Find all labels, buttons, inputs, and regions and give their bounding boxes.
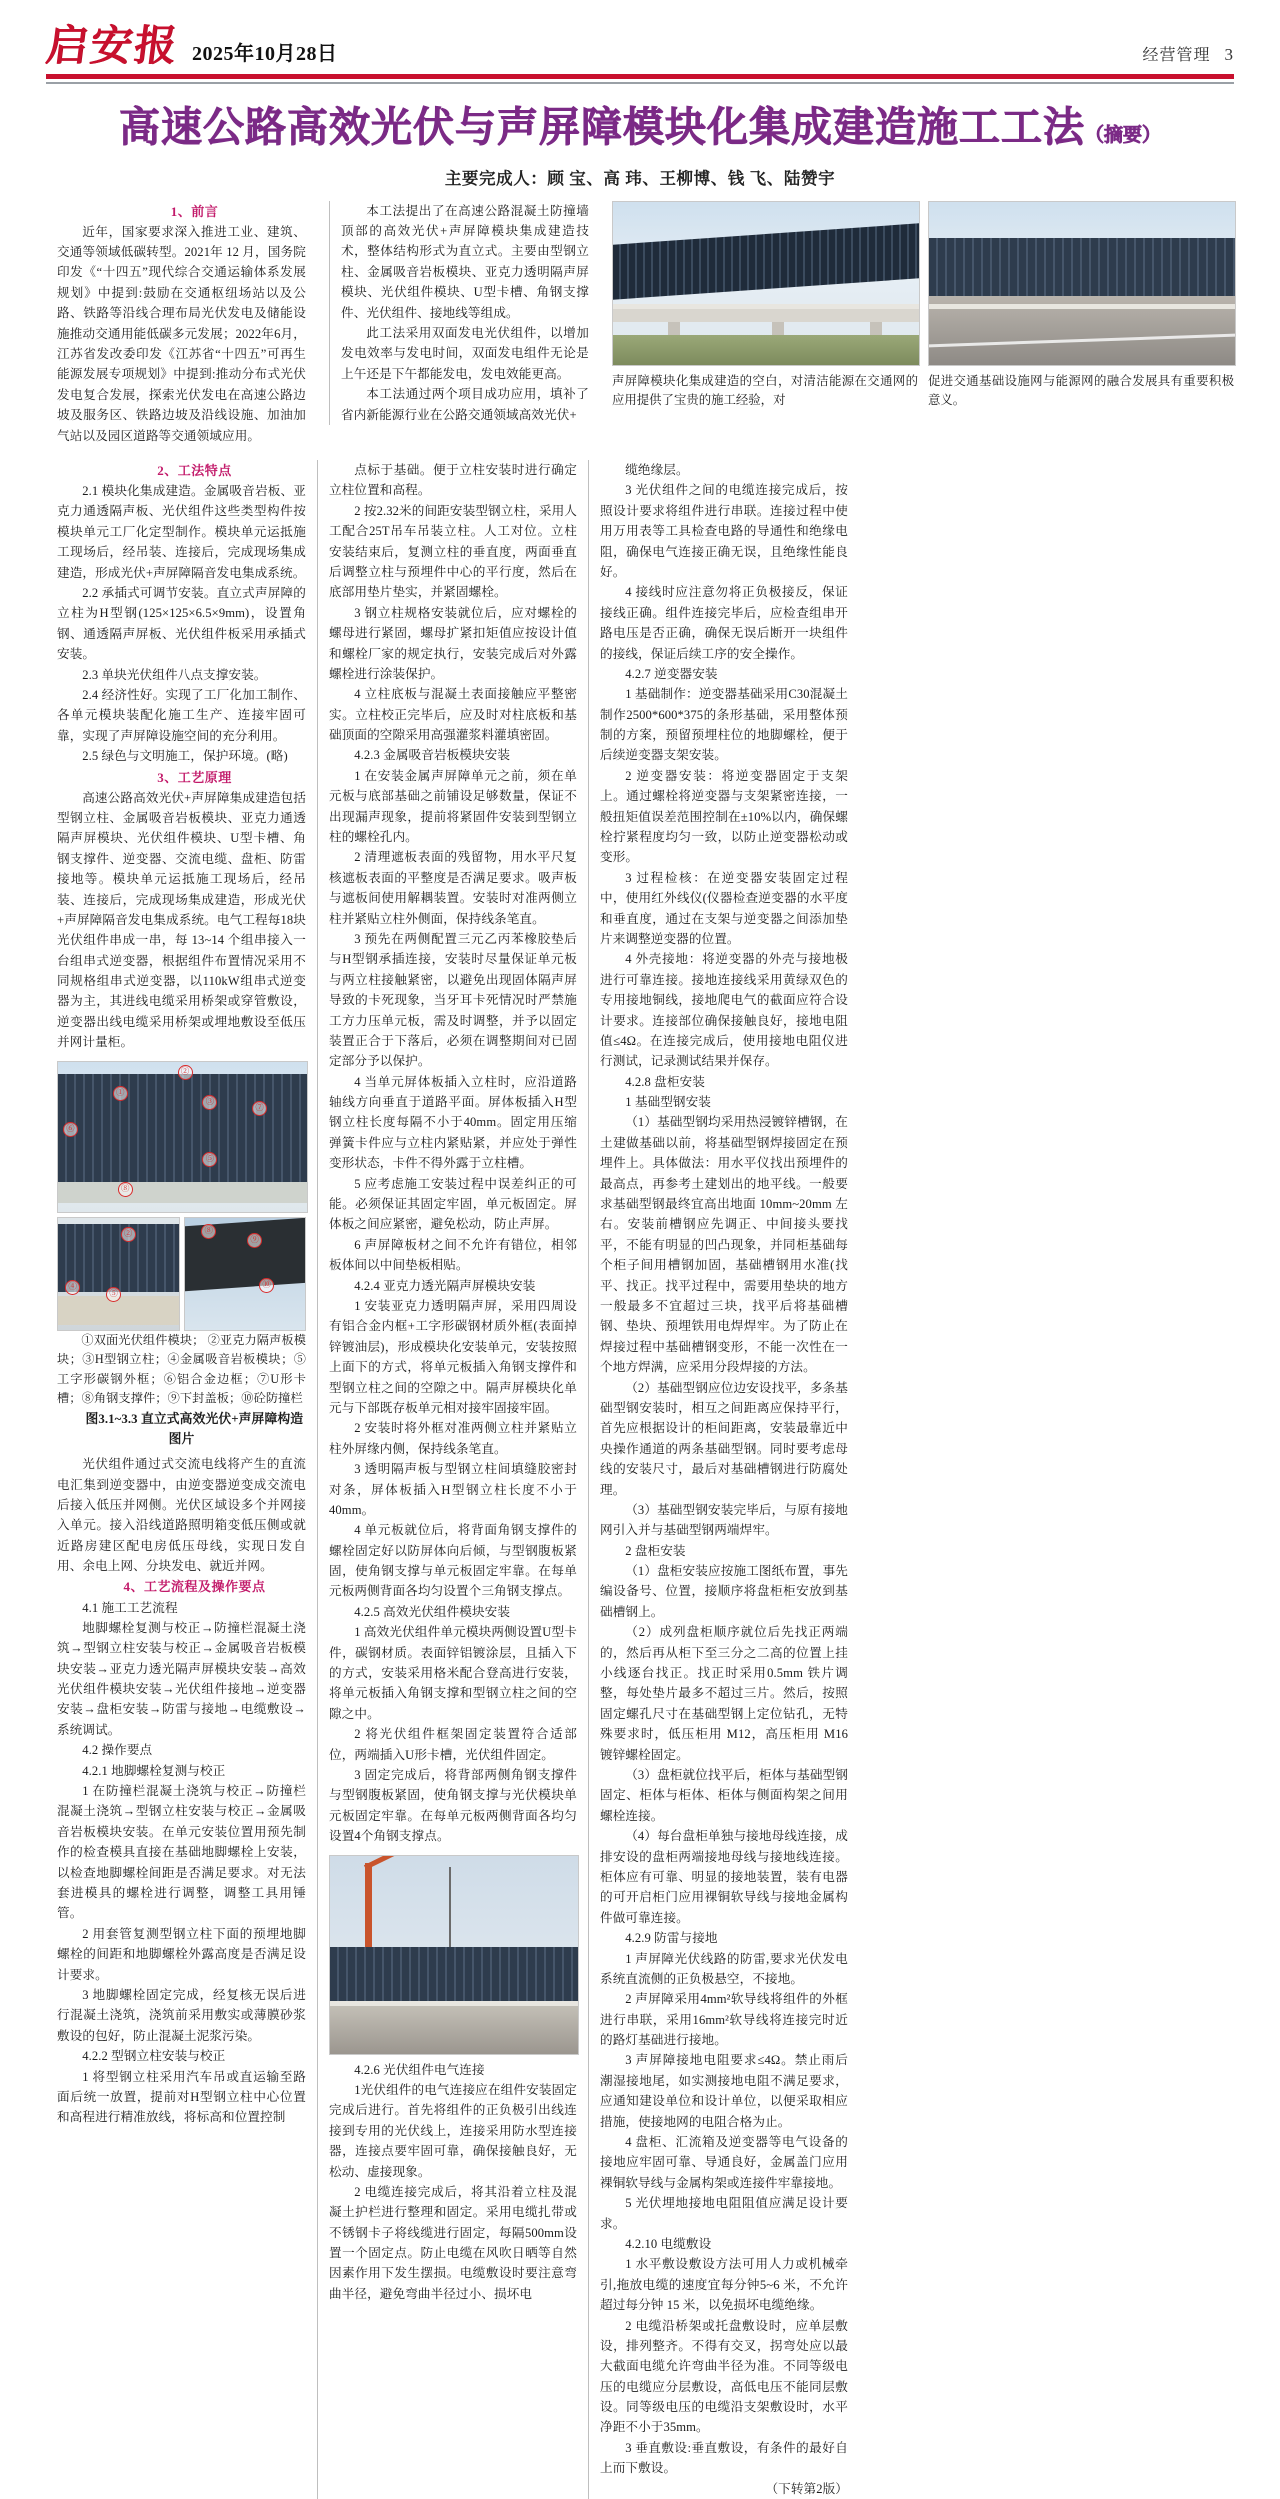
paragraph: 4.2.7 逆变器安装 <box>625 666 718 681</box>
figure-legend: ①双面光伏组件模块； ②亚克力隔声板模块；③H型钢立柱；④金属吸音岩板模块；⑤工字形碳钢外框；⑥铝合金边框；⑦U形卡槽；⑧角钢支撑件；⑨下封盖板；⑩砼防撞栏 <box>57 1332 306 1406</box>
paragraph: 2 电缆沿桥架或托盘敷设时，应单层敷设，排列整齐。不得有交叉，拐弯处应以最大截面电缆允许弯曲半径为准。不同等级电压的电缆应分层敷设，高低电压不能同层敷设。同等级电压的电缆沿支架敷设时，水平净距不小于35mm。 <box>600 2318 848 2435</box>
publication-date: 2025年10月28日 <box>192 43 338 65</box>
paragraph: 1 基础型钢安装 <box>625 1095 711 1110</box>
figure-photo-row <box>57 1217 306 1331</box>
paragraph: 4.2.10 电缆敷设 <box>625 2236 712 2251</box>
paragraph: 4 盘柜、汇流箱及逆变器等电气设备的接地应牢固可靠、导通良好，金属盖门应用裸铜软导线与金属构架或连接件牢靠接地。 <box>600 2135 848 2190</box>
figure-marker: ⑥ <box>63 1122 78 1137</box>
photo-guardrail <box>929 304 1235 309</box>
paragraph: 缆绝缘层。 <box>625 462 689 477</box>
masthead-red-rule <box>46 74 1234 79</box>
paragraph: 2.2 承插式可调节安装。直立式声屏障的立柱为H型钢(125×125×6.5×9mm)，设置角钢、通透隔声屏板、光伏组件板采用承插式安装。 <box>57 585 306 662</box>
method-paragraph-1: 本工法提出了在高速公路混凝土防撞墙顶部的高效光伏+声屏障模块集成建造技术，整体结构形式为直立式。主要由型钢立柱、金属吸音岩板模块、亚克力透明隔声屏模块、光伏组件模块、U型卡槽、角钢支撑件、光伏组件、接地线等组成。 <box>341 203 589 320</box>
paragraph: 2.1 模块化集成建造。金属吸音岩板、亚克力通透隔声板、光伏组件这些类型构件按模块单元工厂化定型制作。模块单元运抵施工现场后，经吊装、连接后，完成现场集成建造，形成光伏+声屏障隔音发电集成系统。 <box>57 484 306 580</box>
paragraph: 3 钢立柱规格安装就位后，应对螺栓的螺母进行紧固，螺母扩紧扣矩值应按设计值和螺栓厂家的规定执行，安装完成后对外露螺栓进行涂装保护。 <box>329 605 577 681</box>
photo-roadside-section <box>928 201 1236 366</box>
paragraph: （1）盘柜安装应按施工图纸布置，事先编设备号、位置，接顺序将盘柜柜安放到基础槽钢上。 <box>600 1564 848 1619</box>
paragraph: 4.2.6 光伏组件电气连接 <box>354 2062 485 2077</box>
paragraph: 1 在安装金属声屏障单元之前，须在单元板与底部基础之前铺设足够数量，保证不出现漏声现象，提前将紧固件安装到型钢立柱的螺栓孔内。 <box>329 768 577 845</box>
figure-photo-installation <box>329 1855 579 2055</box>
paragraph: （3）盘柜就位找平后，柜体与基础型钢固定、柜体与柜体、柜体与侧面构架之间用螺栓连接。 <box>600 1767 848 1823</box>
headline-main: 高速公路高效光伏与声屏障模块化集成建造施工工法 <box>118 103 1085 150</box>
figure-marker: ⑨ <box>247 1233 262 1248</box>
intro-paragraph: 近年，国家要求深入推进工业、建筑、交通等领域低碳转型。2021年 12 月，国务院印发《“十四五”现代综合交通运输体系发展规划》中提到:鼓励在交通枢纽场站以及公路、铁路等沿线合理布局光伏发电及储能设施推动交通用能低碳多元发展；2022年6月，江苏省发改委印发《江苏省“十四五”可再生能源发展专项规划》中提到:推动分布式光伏发电复合发展，探索光伏发电在高速公路边坡及服务区、铁路边坡及沿线设施、加油加气站以及园区道路等交通领域应用。 <box>57 224 306 443</box>
figure-pv-panels <box>58 1074 307 1182</box>
paragraph: 2 按2.32米的间距安装型钢立柱，采用人工配合25T吊车吊装立柱。人工对位。立柱安装结束后，复测立柱的垂直度，两面垂直后调整立柱与预埋件中心的平行度，然后在底部用垫片垫实，并紧固螺栓。 <box>329 503 577 600</box>
figure-marker: ⑤ <box>106 1287 121 1302</box>
paragraph: 4.2.8 盘柜安装 <box>625 1074 705 1089</box>
paragraph: 4 接线时应注意勿将正负极接反，保证接线正确。组件连接完毕后，应检查组串开路电压是否正确，确保无误后断开一块组件的接线，保证后续工序的安全操作。 <box>600 585 848 661</box>
paragraph: 6 声屏障板材之间不允许有错位，相邻板体间以中间垫板相贴。 <box>329 1237 577 1273</box>
paragraph: 4 单元板就位后，将背面角钢支撑件的螺栓固定好以防屏体向后倾，与型钢腹板紧固，使角钢支撑与单元板固定牢靠。在每单元板两侧背面各均匀设置个三角钢支撑点。 <box>329 1523 577 1599</box>
masthead-right <box>1142 42 1234 72</box>
figure-marker: ⑧ <box>118 1182 133 1197</box>
paragraph: 4.2.1 地脚螺栓复测与校正 <box>82 1763 226 1778</box>
paragraph: 3 过程检核：在逆变器安装固定过程中，使用红外线仪(仪器检查逆变器的水平度和垂直度，通过在支架与逆变器之间添加垫片来调整逆变器的位置。 <box>600 870 848 946</box>
section-heading-3: 3、工艺原理 <box>157 769 232 785</box>
figure-marker: ③ <box>202 1095 217 1110</box>
paragraph: 3 预先在两侧配置三元乙丙苯橡胶垫后与H型钢承插连接，安装时尽量保证单元板与两立柱接触紧密，以避免出现固体隔声屏导致的卡死现象，当牙耳卡死情况时严禁施工方力压单元板，需及时调整，并予以固定装置正合于下落后，必须在调整期间对已固定部分予以保护。 <box>329 931 577 1069</box>
body-column-3 <box>588 460 859 2499</box>
paragraph: 2 声屏障采用4mm²软导线将组件的外框进行串联，采用16mm²软导线将连接完时近的路灯基础进行接地。 <box>600 1992 848 2048</box>
paragraph: 1 声屏障光伏线路的防雷,要求光伏发电系统直流侧的正负极悬空，不接地。 <box>600 1951 848 1986</box>
paragraph: 1 安装亚克力透明隔声屏，采用四周设有铝合金内框+工字形碳钢材质外框(表面掉锌镀油层)，形成模块化安装单元，安装按照上面下的方式，将单元板插入角钢支撑件和型钢立柱之间的空隙之中。隔声屏模块化单元与下部既存板单元相对接牢固接牢固。 <box>329 1299 577 1415</box>
paragraph: 2 用套管复测型钢立柱下面的预埋地脚螺栓的间距和地脚螺栓外露高度是否满足设计要求。 <box>57 1926 306 1982</box>
method-column <box>329 201 600 425</box>
paragraph: 2.3 单块光伏组件八点支撑安装。 <box>82 667 267 682</box>
figure-photo-detail-1 <box>57 1217 180 1331</box>
section-heading-2: 2、工法特点 <box>157 462 232 478</box>
paragraph: 4 当单元屏体板插入立柱时，应沿道路轴线方向垂直于道路平面。屏体板插入H型钢立柱长度每隔不小于40mm。固定用压缩弹簧卡件应与立柱内紧贴紧，并应处于弹性变形状态，卡件不得外露于立柱槽。 <box>329 1074 577 1171</box>
paragraph: 4.2.2 型钢立柱安装与校正 <box>82 2049 226 2064</box>
paragraph: 2 将光伏组件框架固定装置符合适部位，两端插入U形卡槽，光伏组件固定。 <box>329 1727 577 1762</box>
paragraph: 1 在防撞栏混凝土浇筑与校正→防撞栏混凝土浇筑→型钢立柱安装与校正→金属吸音岩板模块安装。在单元安装位置用预先制作的检查模具直接在基础地脚螺栓上安装，以检查地脚螺栓间距是否满足要求。对无法套进模具的螺栓进行调整，调整工具用锤管。 <box>57 1784 306 1921</box>
paragraph: 2 安装时将外框对准两侧立柱并紧贴立柱外屏缘内侧，保持线条笔直。 <box>329 1421 577 1456</box>
paragraph: 4 立柱底板与混凝土表面接触应平整密实。立柱校正完毕后，应及时对柱底板和基础顶面的空隙采用高强灌浆料灌填密固。 <box>329 687 577 743</box>
paragraph: 1 高效光伏组件单元模块两侧设置U型卡件，碳钢材质。表面锌铝镀涂层，且插入下的方式，安装采用格米配合登高进行安装，将单元板插入角钢支撑和型钢立柱之间的空隙之中。 <box>329 1625 577 1721</box>
paragraph: 3 光伏组件之间的电缆连接完成后，按照设计要求将组件进行串联。连接过程中使用万用表等工具检查电路的导通性和绝缘电阻，确保电气连接正确无误，且绝缘性能良好。 <box>600 483 848 579</box>
figure-marker: ⑩ <box>259 1278 274 1293</box>
byline: 主要完成人：顾 宝、高 玮、王柳博、钱 飞、陆赞宇 <box>444 168 836 188</box>
paragraph: 5 光伏埋地接地电阻阻值应满足设计要求。 <box>600 2196 848 2231</box>
method-paragraph-2: 此工法采用双面发电光伏组件，以增加发电效率与发电时间，双面发电组件无论是上午还是下午都能发电，发电效能更高。 <box>341 325 589 381</box>
photo-caption-2: 促进交通基础设施网与能源网的融合发展具有重要积极意义。 <box>928 373 1234 407</box>
paragraph: 3 透明隔声板与型钢立柱间填缝胶密封对条，屏体板插入H型钢立柱长度不小于40mm。 <box>329 1462 577 1517</box>
paragraph: 4 外壳接地：将逆变器的外壳与接地极进行可靠连接。接地连接线采用黄绿双色的专用接地铜线，接地爬电气的截面应符合设计要求。连接部位确保接触良好，接地电阻值≤4Ω。在连接完成后，使用接地电阻仪进行测试，记录测试结果并保存。 <box>600 952 848 1069</box>
figure-caption: 图3.1~3.3 直立式高效光伏+声屏障构造图片 <box>85 1411 304 1447</box>
paragraph: 2 盘柜安装 <box>625 1543 686 1558</box>
body-column-1 <box>46 460 317 2499</box>
figure-marker: ⑤ <box>202 1152 217 1167</box>
figure-marker: ⑦ <box>252 1101 267 1116</box>
paragraph: （2）成列盘柜顺序就位后先找正两端的，然后再从柜下至三分之二高的位置上挂小线逐台找正。找正时采用0.5mm 铁片调整，每处垫片最多不超过三片。然后，按照固定螺孔尺寸在基础型钢上定位钻孔，无特殊要求时，低压柜用 M12，高压柜用 M16 镀锌螺栓固定。 <box>600 1625 848 1762</box>
paragraph: 2.4 经济性好。实现了工厂化加工制作、各单元模块装配化施工生产、连接牢固可靠，实现了声屏障设施空间的充分利用。 <box>57 687 306 743</box>
figure-marker: ① <box>113 1086 128 1101</box>
paragraph: 1 基础制作：逆变器基础采用C30混凝土制作2500*600*375的条形基础，采用整体预制的方案，预留预埋柱位的地脚螺栓，便于后续逆变器支架安装。 <box>600 687 848 763</box>
paper-logo: 启安报 <box>43 24 182 70</box>
paragraph: 高速公路高效光伏+声屏障集成建造包括型钢立柱、金属吸音岩板模块、亚克力通透隔声屏模块、光伏组件模块、U型卡槽、角钢支撑件、逆变器、交流电缆、盘柜、防雷接地等。模块单元运抵施工现场后，经吊装、连接后，完成现场集成建造，形成光伏+声屏障隔音发电集成系统。电气工程每18块光伏组件串成一串，每 13~14 个组串接入一台组串式逆变器，根据组件布置情况采用不同规格组串式逆变器，以110kW组串式逆变器为主，其进线电缆采用桥架或穿管敷设，逆变器出线电缆采用桥架或埋地敷设至低压并网计量柜。 <box>57 790 306 1050</box>
paragraph: 5 应考虑施工安装过程中误差纠正的可能。必须保证其固定牢固，单元板固定。屏体板之间应紧密，避免松动，防止声屏。 <box>329 1176 577 1232</box>
figure-marker: ④ <box>65 1280 80 1295</box>
paragraph: 地脚螺栓复测与校正→防撞栏混凝土浇筑→型钢立柱安装与校正→金属吸音岩板模块安装→亚克力透光隔声屏模块安装→高效光伏组件模块安装→光伏组件接地→逆变器安装→盘柜安装→防雷与接地→电缆敷设→系统调试。 <box>57 1620 306 1737</box>
headline-block <box>46 104 1234 151</box>
figure-photo-detail-2 <box>184 1217 307 1331</box>
intro-column <box>46 201 317 446</box>
paragraph: 4.2 操作要点 <box>82 1743 153 1758</box>
paragraph: 3 固定完成后，将背部两侧角钢支撑件与型钢腹板紧固，使角钢支撑与光伏模块单元板固定牢靠。在每单元板两侧背面各均匀设置4个角钢支撑点。 <box>329 1767 577 1844</box>
paragraph: 4.2.9 防雷与接地 <box>625 1931 718 1946</box>
paragraph: 2 逆变器安装：将逆变器固定于支架上。通过螺栓将逆变器与支架紧密连接，一般扭矩值误差范围控制在±10%以内，确保螺栓拧紧程度均匀一致，以防止逆变器松动或变形。 <box>600 768 848 865</box>
top-photo-cell-1 <box>612 201 918 410</box>
method-paragraph-3: 本工法通过两个项目成功应用，填补了省内新能源行业在公路交通领域高效光伏+ <box>341 387 589 422</box>
figure-guardrail <box>330 2001 578 2006</box>
photo-guardrail <box>613 304 919 309</box>
photo-bridge-section <box>612 201 920 366</box>
headline-suffix: （摘要） <box>1084 124 1161 146</box>
figure-photo-main <box>57 1061 308 1213</box>
paragraph: 2.5 绿色与文明施工，保护环境。(略) <box>82 749 288 764</box>
section-label: 经营管理 <box>1142 47 1211 64</box>
masthead <box>43 0 1234 72</box>
paragraph: 2 清理遮板表面的残留物，用水平尺复核遮板表面的平整度是否满足要求。吸声板与遮板间使用解耦装置。安装时对准两侧立柱并紧贴立柱外侧面，保持线条笔直。 <box>329 850 577 926</box>
paragraph: 光伏组件通过式交流电线将产生的直流电汇集到逆变器中，由逆变器逆变成交流电后接入低压并网侧。光伏区域设多个并网接入单元。接入沿线道路照明箱变低压侧或就近路房建区配电房低压母线，实现日发自用、余电上网、分块发电、就近并网。 <box>57 1457 306 1574</box>
paragraph: 点标于基础。便于立柱安装时进行确定立柱位置和高程。 <box>329 462 577 498</box>
paragraph: 1 水平敷设敷设方法可用人力或机械牵引,拖放电缆的速度宜每分钟5~6 米，不允许超过每分钟 15 米，以免损坏电缆绝缘。 <box>600 2257 848 2313</box>
top-photo-cell-2 <box>928 201 1234 410</box>
figure-marker: ⑧ <box>201 1224 216 1239</box>
paragraph: 3 垂直敷设:垂直敷设，有条件的最好自上而下敷设。 <box>600 2440 848 2476</box>
paragraph: 4.2.4 亚克力透光隔声屏模块安装 <box>354 1278 536 1293</box>
article-body <box>46 460 1234 2499</box>
page-number: 3 <box>1224 45 1234 64</box>
figure-base <box>58 1182 307 1203</box>
photo-ground <box>613 335 919 364</box>
body-column-2 <box>317 460 588 2499</box>
photo-caption-1: 声屏障模块化集成建造的空白，对清洁能源在交通网的应用提供了宝贵的施工经验，对 <box>612 373 918 407</box>
figure-base <box>58 1296 179 1325</box>
figure-marker: ② <box>121 1227 136 1242</box>
paragraph: （2）基础型钢应位边安设找平，多条基础型钢安装时，相互之间距离应保持平行，首先应根据设计的柜间距离，安装最靠近中央操作通道的两条基础型钢。同时要考虑母线的安装尺寸，最后对基础槽钢进行防腐处理。 <box>600 1380 848 1497</box>
paragraph: （1）基础型钢均采用热浸镀锌槽钢，在土建做基础以前，将基础型钢焊接固定在预埋件上。具体做法：用水平仪找出预埋件的最高点，再参考土建划出的地平线。一般要求基础型钢最终宜高出地面 10mm~20mm 左右。安装前槽钢应先调正、中间接头要找平，不能有明显的凹凸现象，并同柜基础每个柜子间用槽钢加固，基础槽钢用水准(找平、找正。找平过程中，需要用垫块的地方一般最多不宜超过三块，找平后将基础槽钢、垫块、预埋铁用电焊焊牢。为了防止在焊接过程中基础槽钢变形，不能一次性在一个地方焊满，应采用分段焊接的方法。 <box>600 1115 848 1375</box>
paragraph: 4.2.3 金属吸音岩板模块安装 <box>354 748 511 763</box>
photo-bridge-deck <box>613 308 919 323</box>
paragraph: 3 地脚螺栓固定完成，经复核无误后进行混凝土浇筑，浇筑前采用敷实或薄膜砂浆敷设的包好，防止混凝土泥浆污染。 <box>57 1987 306 2043</box>
paragraph: （3）基础型钢安装完毕后，与原有接地网引入并与基础型钢两端焊牢。 <box>600 1502 848 1538</box>
article-headline <box>119 104 1161 151</box>
section-heading-4: 4、工艺流程及操作要点 <box>123 1579 266 1595</box>
paragraph: 1 将型钢立柱采用汽车吊或直运输至路面后统一放置，提前对H型钢立柱中心位置和高程进行精准放线，将标高和位置控制 <box>57 2069 306 2125</box>
continuation-note: （下转第2版） <box>765 2481 848 2496</box>
top-photo-group <box>612 201 1234 410</box>
paragraph: 3 声屏障接地电阻要求≤4Ω。禁止雨后潮湿接地尾，如实测接地电阻不满足要求，应通知建设单位和设计单位，以便采取相应措施，使接地网的电阻合格为止。 <box>600 2053 848 2129</box>
masthead-grey-rule <box>46 82 1234 84</box>
paragraph: 1光伏组件的电气连接应在组件安装固定完成后进行。首先将组件的正负极引出线连接到专用的光伏线上，连接采用防水型连接器，连接点要牢固可靠，确保接触良好，无松动、虚接现象。 <box>329 2082 577 2179</box>
section-heading-1: 1、前言 <box>170 203 219 219</box>
top-band <box>46 201 1234 446</box>
paragraph: 4.1 施工工艺流程 <box>82 1600 178 1615</box>
figure-marker: ② <box>178 1065 193 1080</box>
paragraph: 2 电缆连接完成后，将其沿着立柱及混凝土护栏进行整理和固定。采用电缆扎带或不锈钢卡子将线缆进行固定，每隔500mm设置一个固定点。防止电缆在风吹日晒等自然因素作用下发生摆损。电缆敷设时要注意弯曲半径，避免弯曲半径过小、损坏电 <box>329 2184 577 2301</box>
paragraph: 4.2.5 高效光伏组件模块安装 <box>354 1604 511 1619</box>
figure-roadway <box>330 2006 578 2054</box>
paragraph: （4）每台盘柜单独与接地母线连接，成排安设的盘柜两端接地母线与接地线连接。柜体应有可靠、明显的接地装置，装有电器的可开启柜门应用裸铜软导线与接地金属构件做可靠连接。 <box>600 1829 848 1925</box>
figure-block <box>57 1061 306 1451</box>
